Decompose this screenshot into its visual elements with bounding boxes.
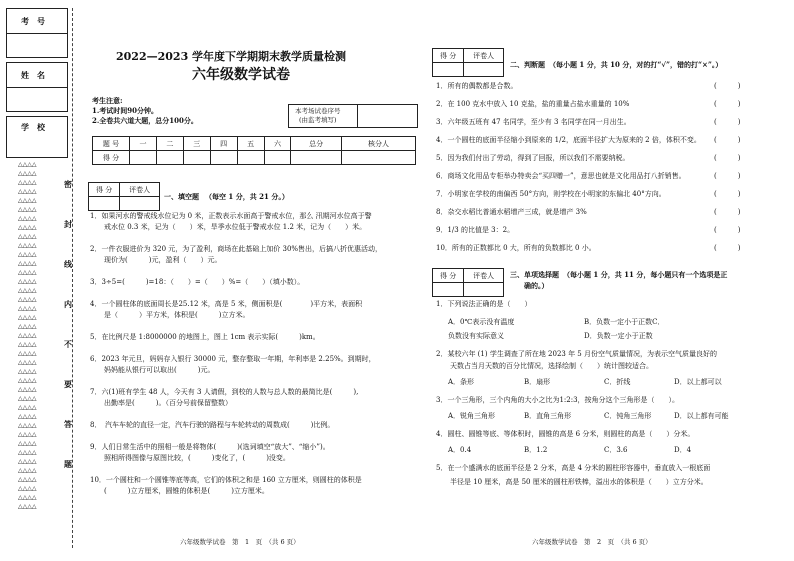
- page-two: [432, 0, 790, 561]
- scorer-grader-label: 评卷人: [120, 183, 160, 197]
- exam-number-label: 考 号: [21, 16, 45, 26]
- seal-char: 封: [64, 219, 72, 229]
- choice-option[interactable]: B．负数一定小于正数C．: [584, 318, 665, 326]
- choice-question: 3．一个三角形，三个内角的大小之比为1:2:3，按角分这个三角形是（ ）。: [436, 396, 680, 404]
- judge-item: [436, 244, 786, 262]
- question-line: 1．如果河水的警戒线水位记为 0 米，正数表示水面高于警戒水位，那么 汛期河水位高于警: [90, 212, 372, 220]
- binding-sidebar: [0, 0, 80, 561]
- choice-options: [436, 318, 786, 332]
- judge-item: [436, 136, 786, 154]
- score-cell: 三: [183, 137, 210, 151]
- section3-items: [436, 300, 786, 490]
- choice-question: 2．某校六年 (1) 学生调查了所在地 2023 年 5 月份空气质量情况，为表示空气质量良好的: [436, 350, 717, 358]
- triangle-row: △△△△: [18, 260, 37, 267]
- notice-line-2: 2.全卷共六道大题，总分100分。: [92, 116, 198, 125]
- score-cell: 得 分: [93, 151, 130, 165]
- choice-question: 5．在一个盛满水的底面半径是 2 分米，高是 4 分米的圆柱形容器中，垂直放入一根底面: [436, 464, 711, 472]
- choice-option[interactable]: C．折线: [604, 378, 631, 386]
- triangle-row: △△△△: [18, 278, 37, 285]
- choice-option[interactable]: 负数没有实际意义: [448, 332, 504, 340]
- score-cell: 核分人: [341, 137, 415, 151]
- score-cell[interactable]: [291, 151, 341, 165]
- score-cell[interactable]: [183, 151, 210, 165]
- answer-paren[interactable]: ( ): [714, 226, 741, 234]
- answer-paren[interactable]: ( ): [714, 172, 741, 180]
- choice-option[interactable]: A．条形: [448, 378, 475, 386]
- seat-number-box: [288, 104, 418, 128]
- scorer-score-cell[interactable]: [89, 197, 120, 211]
- score-cell[interactable]: [156, 151, 183, 165]
- section3-note-cont: 确的。）: [524, 281, 549, 290]
- choice-options: [436, 378, 786, 396]
- section3-note: （每小题 1 分，共 11 分，每小题只有一个选项是正: [563, 270, 728, 279]
- score-cell: 二: [156, 137, 183, 151]
- triangle-row: △△△△: [18, 458, 37, 465]
- name-box: [6, 62, 68, 112]
- section3-scorer-box: [432, 268, 504, 297]
- notice-line-1: 1.考试时间90分钟。: [92, 106, 159, 115]
- score-cell: 四: [210, 137, 237, 151]
- judge-text: 8．杂交水稻比普通水稻增产三成，就是增产 3%: [436, 208, 587, 216]
- choice-question: 4．圆柱、圆锥等底、等体积时，圆锥的高是 6 分米，则圆柱的高是（ ）分米。: [436, 430, 695, 438]
- triangle-row: △△△△: [18, 467, 37, 474]
- triangle-row: △△△△: [18, 404, 37, 411]
- answer-paren[interactable]: ( ): [714, 154, 741, 162]
- triangle-row: △△△△: [18, 161, 37, 168]
- seal-char: 题: [64, 459, 72, 469]
- triangle-row: △△△△: [18, 188, 37, 195]
- section1-title: [164, 192, 289, 201]
- score-cell: 六: [264, 137, 291, 151]
- triangle-row: △△△△: [18, 206, 37, 213]
- section3-title: [510, 270, 727, 279]
- seal-line-text: [64, 180, 78, 500]
- judge-item: [436, 226, 786, 244]
- judge-item: [436, 82, 786, 100]
- scorer-grader-cell[interactable]: [464, 283, 504, 297]
- choice-options: [436, 446, 786, 464]
- triangle-row: △△△△: [18, 314, 37, 321]
- score-cell: 题 号: [93, 137, 130, 151]
- choice-options: [436, 412, 786, 430]
- seal-char: 内: [64, 299, 72, 309]
- triangle-row: △△△△: [18, 170, 37, 177]
- choice-option[interactable]: A．0.4: [448, 446, 472, 454]
- triangle-row: △△△△: [18, 395, 37, 402]
- answer-paren[interactable]: ( ): [714, 244, 741, 252]
- choice-question: 1．下列说法正确的是（ ）: [436, 300, 532, 308]
- scorer-grader-cell[interactable]: [120, 197, 160, 211]
- triangle-row: △△△△: [18, 341, 37, 348]
- question-line: 2．一件衣服进价为 320 元，为了盈利，商场在此基础上加价 30%售出，后搞八折优惠活动，: [90, 245, 383, 253]
- answer-paren[interactable]: ( ): [714, 82, 741, 90]
- question-line: 8． 汽车车轮的直径一定，汽车行驶的路程与车轮转动的周数成( )比例。: [90, 421, 335, 429]
- scorer-score-cell[interactable]: [433, 63, 464, 77]
- question-line: 9．人们日常生活中的照相一般是将物体( )(选词填空“放大”、“缩小”)。: [90, 443, 330, 451]
- judge-text: 10．所有的正数都比 0 大，所有的负数都比 0 小。: [436, 244, 596, 252]
- judge-item: [436, 172, 786, 190]
- question-line: 现价为( )元，盈利（ ）元。: [104, 256, 222, 264]
- triangle-row: △△△△: [18, 179, 37, 186]
- triangle-row: △△△△: [18, 233, 37, 240]
- choice-option[interactable]: D．负数一定小于正数: [584, 332, 653, 340]
- question-line: 6．2023 年元旦，妈妈存入银行 30000 元，整存整取一年期，年利率是 2.25%。到期时，: [90, 355, 376, 363]
- section1-items: [90, 212, 416, 498]
- score-table-header-row: [93, 137, 416, 151]
- question-line: ( )立方厘米，圆锥的体积是( )立方厘米。: [104, 487, 269, 495]
- triangle-column: [18, 160, 58, 511]
- page-footer-left: 六年级数学试卷 第 1 页 （共 6 页）: [180, 538, 300, 546]
- triangle-row: △△△△: [18, 422, 37, 429]
- question-line: 4．一个圆柱体的底面周长是25.12 米，高是 5 米，侧面积是( )平方米，表面积: [90, 300, 363, 308]
- question-line: 戒水位 0.3 米，记为（ ）米，旱季水位低于警戒水位 1.2 米，记为（ ）米。: [104, 223, 367, 231]
- choice-option[interactable]: A．0℃表示没有温度: [448, 318, 515, 326]
- seal-char: 不: [64, 339, 72, 349]
- scorer-score-label: 得 分: [433, 49, 464, 63]
- section2-items: [436, 82, 786, 262]
- judge-text: 2．在 100 克水中放入 10 克盐，盐的重量占盐水重量的 10%: [436, 100, 630, 108]
- triangle-row: △△△△: [18, 296, 37, 303]
- score-cell[interactable]: [130, 151, 157, 165]
- score-cell[interactable]: [210, 151, 237, 165]
- score-cell[interactable]: [237, 151, 264, 165]
- choice-question: 半径是 10 厘米，高是 50 厘米的圆柱形铁棒，溢出水的体积是（ ）立方分米。: [450, 478, 708, 486]
- school-box: [6, 116, 68, 158]
- answer-paren[interactable]: ( ): [714, 208, 741, 216]
- triangle-row: △△△△: [18, 476, 37, 483]
- triangle-row: △△△△: [18, 332, 37, 339]
- score-cell: 总分: [291, 137, 341, 151]
- triangle-row: △△△△: [18, 350, 37, 357]
- judge-text: 5．因为我们付出了劳动，得到了回报，所以我们不需要纳税。: [436, 154, 630, 162]
- choice-question: 天数占当月天数的百分比情况，选择绘制（ ）统计图较适合。: [450, 362, 653, 370]
- scorer-score-label: 得 分: [433, 269, 464, 283]
- choice-option[interactable]: B．1.2: [524, 446, 548, 454]
- answer-paren[interactable]: ( ): [714, 190, 741, 198]
- triangle-row: △△△△: [18, 431, 37, 438]
- seal-char: 要: [64, 379, 72, 389]
- section2-scorer-box: [432, 48, 504, 77]
- choice-option[interactable]: B．直角三角形: [524, 412, 572, 420]
- judge-text: 6．商场文化用品专柜举办特卖会“买四赠一”，意思也就是文化用品打八折销售。: [436, 172, 686, 180]
- question-line: 7．六(1)班有学生 48 人，今天有 3 人请假，到校的人数与总人数的最简比是( ),: [90, 388, 359, 396]
- scorer-grader-label: 评卷人: [464, 269, 504, 283]
- question-line: 出勤率是( )。（百分号前保留整数）: [104, 399, 232, 407]
- triangle-row: △△△△: [18, 305, 37, 312]
- choice-option[interactable]: D．以上都有可能: [674, 412, 729, 420]
- seal-char: 线: [64, 259, 72, 269]
- scorer-score-cell[interactable]: [433, 283, 464, 297]
- triangle-row: △△△△: [18, 269, 37, 276]
- question-line: 妈妈能从银行可以取出( )元。: [104, 366, 215, 374]
- judge-item: [436, 190, 786, 208]
- school-label: 学 校: [21, 122, 45, 132]
- judge-item: [436, 154, 786, 172]
- section3-title-text: 三、单项选择题: [510, 270, 559, 279]
- question-line: 5．在比例尺是 1:8000000 的地图上，图上 1cm 表示实际( )km。: [90, 333, 320, 341]
- triangle-row: △△△△: [18, 224, 37, 231]
- exam-subtitle: 六年级数学试卷: [192, 67, 290, 83]
- name-label: 姓 名: [21, 70, 45, 80]
- triangle-row: △△△△: [18, 413, 37, 420]
- score-table-score-row: [93, 151, 416, 165]
- section2-note: （每小题 1 分，共 10 分，对的打“√”，错的打“×”。）: [549, 60, 723, 69]
- triangle-row: △△△△: [18, 440, 37, 447]
- seat-box-line1: 本考场试卷序号: [295, 107, 341, 115]
- judge-item: [436, 100, 786, 118]
- triangle-row: △△△△: [18, 242, 37, 249]
- choice-option[interactable]: C．钝角三角形: [604, 412, 652, 420]
- scorer-grader-cell[interactable]: [464, 63, 504, 77]
- question-line: 照相所得图像与原图比较，( )变化了，( )没变。: [104, 454, 290, 462]
- judge-text: 1．所有的偶数都是合数。: [436, 82, 518, 90]
- triangle-row: △△△△: [18, 251, 37, 258]
- triangle-row: △△△△: [18, 503, 37, 510]
- score-table: [92, 136, 416, 165]
- triangle-row: △△△△: [18, 359, 37, 366]
- triangle-row: △△△△: [18, 377, 37, 384]
- score-cell: 五: [237, 137, 264, 151]
- answer-paren[interactable]: ( ): [714, 118, 741, 126]
- question-line: 10．一个圆柱和一个圆锥等底等高，它们的体积之和是 160 立方厘米，则圆柱的体积是: [90, 476, 362, 484]
- score-cell: 一: [130, 137, 157, 151]
- triangle-row: △△△△: [18, 449, 37, 456]
- triangle-row: △△△△: [18, 287, 37, 294]
- section2-title: [510, 60, 722, 69]
- page-footer-right: 六年级数学试卷 第 2 页 （共 6 页）: [532, 538, 652, 546]
- question-line: 3．3÷5=( )=18：（ ）=（ ）%=（ ）（填小数）。: [90, 278, 305, 286]
- judge-item: [436, 208, 786, 226]
- judge-item: [436, 118, 786, 136]
- triangle-row: △△△△: [18, 323, 37, 330]
- judge-text: 4．一个圆柱的底面半径缩小到原来的 1/2，底面半径扩大为原来的 2 倍，体积不变。: [436, 136, 701, 144]
- seat-box-line2: (由监考填写): [299, 116, 337, 124]
- answer-paren[interactable]: ( ): [714, 100, 741, 108]
- score-cell[interactable]: [264, 151, 291, 165]
- choice-option[interactable]: D．以上都可以: [674, 378, 722, 386]
- exam-title: 2022—2023 学年度下学期期末教学质量检测: [116, 50, 347, 63]
- triangle-row: △△△△: [18, 197, 37, 204]
- judge-text: 9．1/3 的比值是 3：2。: [436, 226, 515, 234]
- triangle-row: △△△△: [18, 485, 37, 492]
- scorer-score-label: 得 分: [89, 183, 120, 197]
- section2-title-text: 二、判断题: [510, 60, 545, 69]
- score-cell[interactable]: [341, 151, 415, 165]
- answer-paren[interactable]: ( ): [714, 136, 741, 144]
- triangle-row: △△△△: [18, 368, 37, 375]
- judge-text: 7．小明家在学校的南偏西 50°方向，则学校在小明家的东偏北 40°方向。: [436, 190, 666, 198]
- seal-char: 密: [64, 179, 72, 189]
- choice-option[interactable]: D．4: [674, 446, 692, 454]
- choice-option[interactable]: C．3.6: [604, 446, 628, 454]
- judge-text: 3．六年级五班有 47 名同学，至少有 3 名同学在同一月出生。: [436, 118, 631, 126]
- section1-title-text: 一、填空题: [164, 192, 199, 201]
- choice-option[interactable]: B．扇形: [524, 378, 551, 386]
- section1-note: （每空 1 分，共 21 分。）: [205, 192, 289, 201]
- notice-heading: 考生注意:: [92, 96, 123, 105]
- scorer-grader-label: 评卷人: [464, 49, 504, 63]
- seal-char: 答: [64, 419, 72, 429]
- question-line: 是（ ）平方米，体积是( )立方米。: [104, 311, 250, 319]
- page-one: [84, 0, 420, 561]
- triangle-row: △△△△: [18, 215, 37, 222]
- choice-options: [436, 332, 786, 350]
- exam-number-box: [6, 8, 68, 58]
- triangle-row: △△△△: [18, 386, 37, 393]
- triangle-row: △△△△: [18, 494, 37, 501]
- section1-scorer-box: [88, 182, 160, 211]
- choice-option[interactable]: A．锐角三角形: [448, 412, 496, 420]
